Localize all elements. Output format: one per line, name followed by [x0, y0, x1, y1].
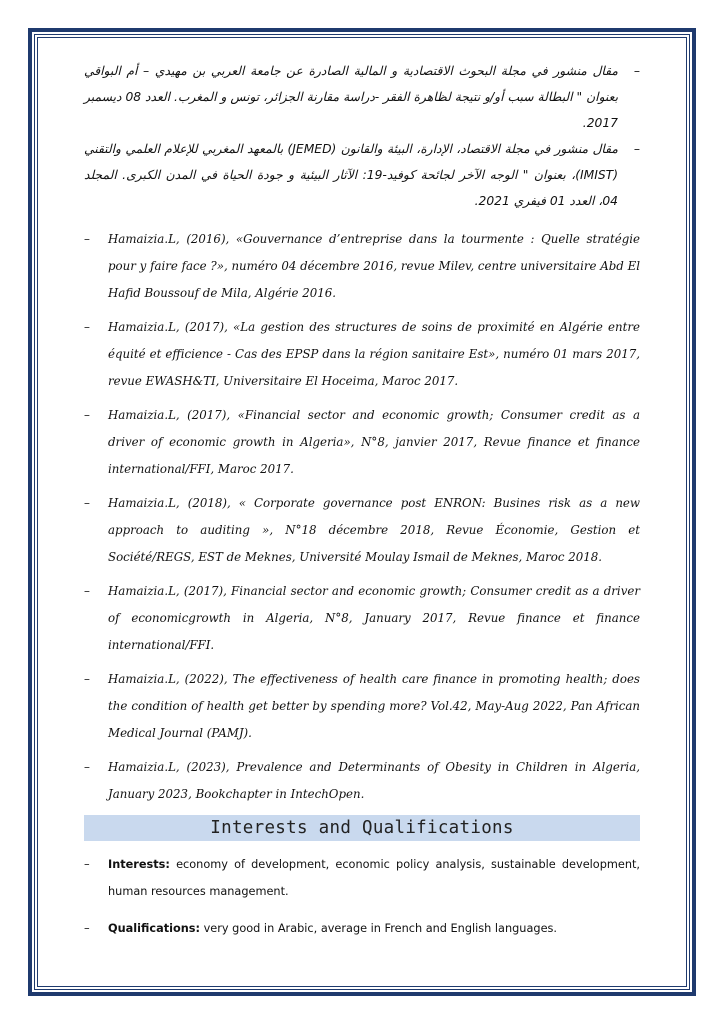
arabic-publication-item: [84, 58, 640, 136]
section-header: [84, 815, 640, 841]
publication-text: Hamaizia.L, (2022), The effectiveness of health care finance in promoting health; does the condition of health get better by spending more? Vol.42, May-Aug 2022, Pan African Medical Journal (PAMJ).: [108, 672, 640, 740]
publication-item: [84, 754, 640, 808]
list-dash: –: [84, 584, 90, 598]
list-dash: –: [84, 922, 90, 935]
list-dash: –: [84, 760, 90, 774]
section-title: Interests and Qualifications: [210, 818, 514, 838]
publication-item: [84, 226, 640, 307]
publication-item: [84, 666, 640, 747]
page-content: [84, 58, 640, 952]
qualifications-item: [84, 915, 640, 942]
qualifications-label: Qualifications:: [108, 922, 201, 935]
list-dash: –: [84, 672, 90, 686]
arabic-publication-text: مقال منشور في مجلة البحوث الاقتصادية و المالية الصادرة عن جامعة العربي بن مهيدي – أم البواقي بعنوان " البطالة سبب أو/و نتيجة لظاهرة الفقر -دراسة مقارنة الجزائر، تونس و المغرب. العدد 08 ديسمبر 2017.: [84, 64, 618, 130]
publication-item: [84, 314, 640, 395]
publication-text: Hamaizia.L, (2023), Prevalence and Determinants of Obesity in Children in Algeria, January 2023, Bookchapter in IntechOpen.: [108, 760, 640, 801]
publication-text: Hamaizia.L, (2016), «Gouvernance d’entreprise dans la tourmente : Quelle stratégie pour y faire face ?», numéro 04 décembre 2016, revue Milev, centre universitaire Abd El Hafid Boussouf de Mila, Algérie 2016.: [108, 232, 640, 300]
arabic-publication-text: مقال منشور في مجلة الاقتصاد، الإدارة، البيئة والقانون (JEMED) بالمعهد المغربي للإعلام العلمي والتقني (IMIST)، بعنوان " الوجه الآخر لجائحة كوفيد-19: الآثار البيئية و جودة الحياة في المدن الكبرى. المجلد 04، العدد 01 فيفري 2021.: [84, 142, 618, 208]
interests-item: [84, 851, 640, 905]
publication-item: [84, 578, 640, 659]
list-dash: –: [633, 142, 640, 156]
interests-label: Interests:: [108, 858, 170, 871]
arabic-publications: [84, 58, 640, 214]
list-dash: –: [84, 232, 90, 246]
arabic-publication-item: [84, 136, 640, 214]
list-dash: –: [84, 858, 90, 871]
list-dash: –: [84, 496, 90, 510]
publication-text: Hamaizia.L, (2017), «Financial sector and economic growth; Consumer credit as a driver of economic growth in Algeria», N°8, janvier 2017, Revue finance et finance international/FFI, Maroc 2017.: [108, 408, 640, 476]
publication-text: Hamaizia.L, (2018), « Corporate governance post ENRON: Busines risk as a new approach to auditing », N°18 décembre 2018, Revue Économie, Gestion et Société/REGS, EST de Meknes, Université Moulay Ismail de Meknes, Maroc 2018.: [108, 496, 640, 564]
publication-text: Hamaizia.L, (2017), «La gestion des structures de soins de proximité en Algérie entre équité et efficience - Cas des EPSP dans la région sanitaire Est», numéro 01 mars 2017, revue EWASH&TI, Universitaire El Hoceima, Maroc 2017.: [108, 320, 640, 388]
interests-text: economy of development, economic policy analysis, sustainable development, human resources management.: [108, 858, 640, 898]
list-dash: –: [84, 408, 90, 422]
qualifications-text: very good in Arabic, average in French and English languages.: [200, 922, 557, 935]
publication-list: [84, 226, 640, 808]
list-dash: –: [633, 64, 640, 78]
list-dash: –: [84, 320, 90, 334]
publication-item: [84, 490, 640, 571]
publication-text: Hamaizia.L, (2017), Financial sector and economic growth; Consumer credit as a driver of economicgrowth in Algeria, N°8, January 2017, Revue finance et finance international/FFI.: [108, 584, 640, 652]
publication-item: [84, 402, 640, 483]
